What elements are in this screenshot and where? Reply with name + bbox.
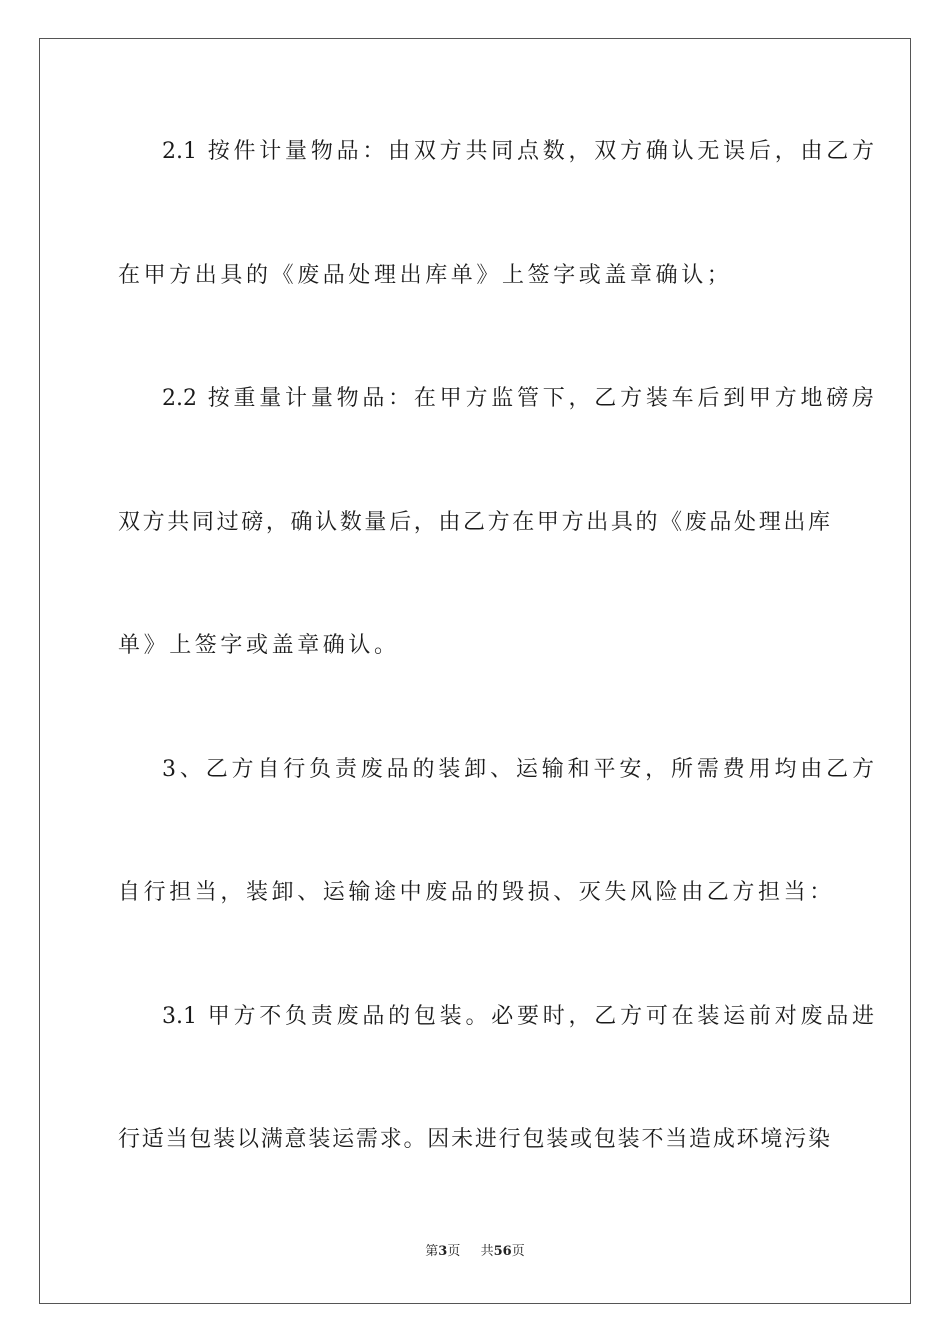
total-pages: 56 <box>493 1244 512 1259</box>
page-suffix: 页 <box>447 1244 461 1259</box>
paragraph-3-line-1: 3、乙方自行负责废品的装卸、运输和平安，所需费用均由乙方 <box>162 757 874 782</box>
page-border <box>39 38 911 1304</box>
paragraph-3-line-2: 自行担当，装卸、运输途中废品的毁损、灭失风险由乙方担当： <box>118 880 835 905</box>
page-total <box>481 1244 525 1259</box>
paragraph-2-2-line-3: 单》上签字或盖章确认。 <box>118 633 400 658</box>
paragraph-2-2-line-2: 双方共同过磅，确认数量后，由乙方在甲方出具的《废品处理出库 <box>118 510 830 535</box>
page-footer <box>0 1243 950 1261</box>
paragraph-3-1-line-1: 3.1 甲方不负责废品的包装。必要时，乙方可在装运前对废品进 <box>162 1004 874 1029</box>
page-prefix: 第 <box>425 1244 439 1259</box>
paragraph-2-1-line-1: 2.1 按件计量物品：由双方共同点数，双方确认无误后，由乙方 <box>162 139 874 164</box>
paragraph-3-1-line-2: 行适当包装以满意装运需求。因未进行包装或包装不当造成环境污染 <box>118 1127 830 1152</box>
total-suffix: 页 <box>511 1244 525 1259</box>
page-number <box>425 1244 464 1259</box>
current-page: 3 <box>438 1244 448 1259</box>
paragraph-2-2-line-1: 2.2 按重量计量物品：在甲方监管下，乙方装车后到甲方地磅房 <box>162 386 874 411</box>
paragraph-2-1-line-2: 在甲方出具的《废品处理出库单》上签字或盖章确认； <box>118 263 733 288</box>
total-prefix: 共 <box>480 1244 494 1259</box>
